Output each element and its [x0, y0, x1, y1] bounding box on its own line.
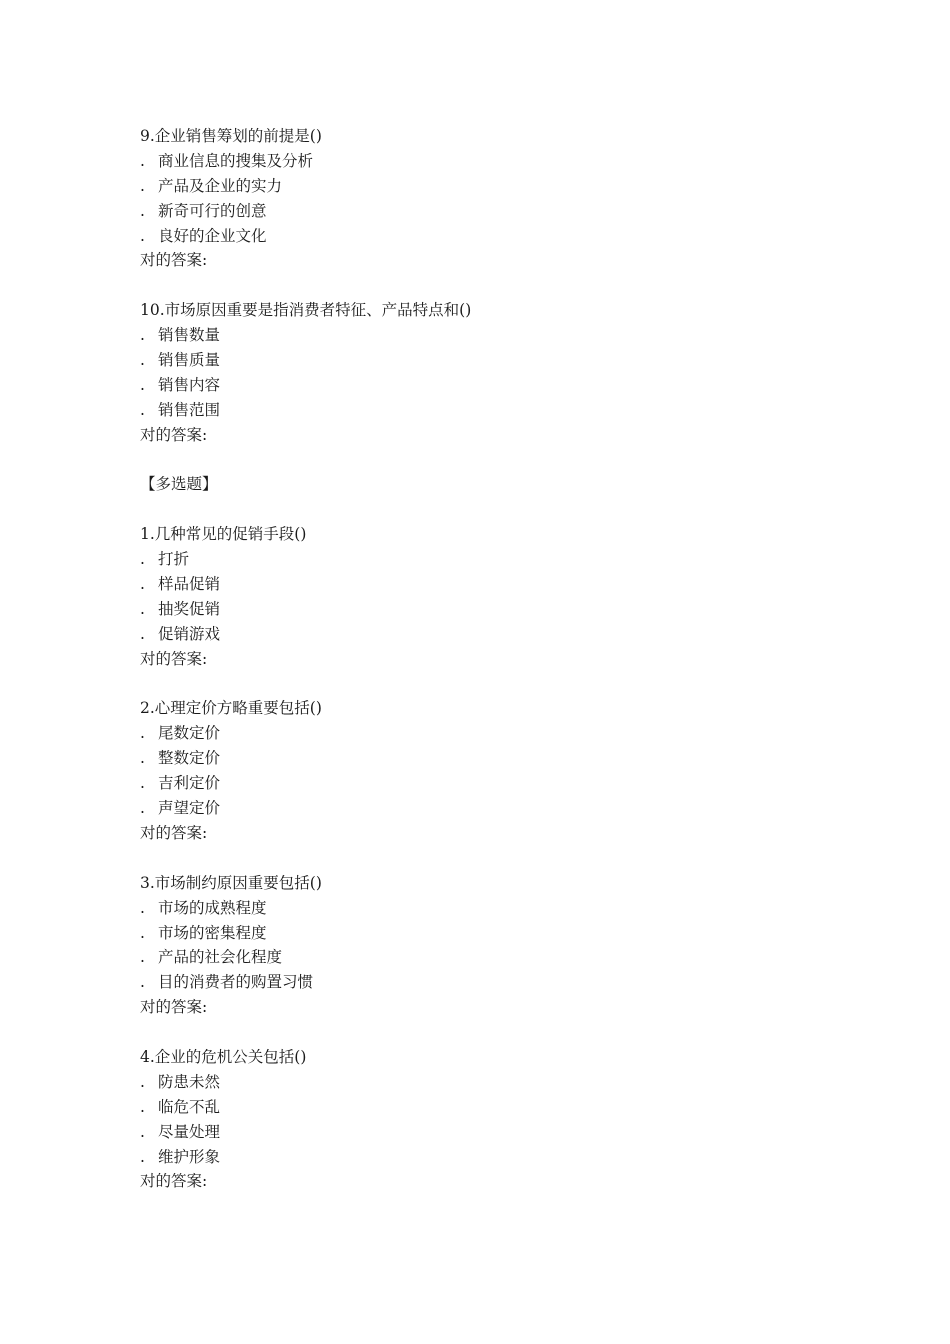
option-text: 维护形象: [158, 1147, 221, 1166]
question-text: 1.几种常见的促销手段(): [140, 525, 307, 544]
option-marker: .: [140, 226, 145, 245]
question-block: [140, 124, 840, 273]
option-marker: .: [140, 1072, 145, 1091]
option-marker: .: [140, 774, 145, 793]
option-item: [140, 199, 840, 224]
option-item: [140, 323, 840, 348]
option-text: 吉利定价: [158, 774, 221, 793]
option-text: 尽量处理: [158, 1122, 221, 1141]
option-marker: .: [140, 1097, 145, 1116]
option-text: 临危不乱: [158, 1097, 221, 1116]
option-text: 产品及企业的实力: [158, 176, 283, 195]
question-text: 10.市场原因重要是指消费者特征、产品特点和(): [140, 301, 472, 320]
option-text: 新奇可行的创意: [158, 201, 267, 220]
section-heading: 【多选题】: [140, 475, 218, 494]
option-item: [140, 597, 840, 622]
option-item: [140, 1120, 840, 1145]
option-item: [140, 746, 840, 771]
option-item: [140, 622, 840, 647]
option-marker: .: [140, 624, 145, 643]
option-marker: .: [140, 973, 145, 992]
option-marker: .: [140, 799, 145, 818]
option-text: 目的消费者的购置习惯: [158, 973, 314, 992]
answer-label: 对的答案:: [140, 425, 208, 444]
option-marker: .: [140, 151, 145, 170]
option-marker: .: [140, 375, 145, 394]
option-marker: .: [140, 176, 145, 195]
option-marker: .: [140, 326, 145, 345]
option-text: 声望定价: [158, 799, 221, 818]
option-text: 尾数定价: [158, 724, 221, 743]
question-text: 3.市场制约原因重要包括(): [140, 873, 322, 892]
document-page: [140, 124, 840, 1194]
question-block: [140, 522, 840, 671]
answer-label: 对的答案:: [140, 251, 208, 270]
answer-label: 对的答案:: [140, 823, 208, 842]
option-marker: .: [140, 400, 145, 419]
option-text: 销售范围: [158, 400, 221, 419]
question-text: 2.心理定价方略重要包括(): [140, 699, 322, 718]
option-marker: .: [140, 575, 145, 594]
option-item: [140, 970, 840, 995]
question-block: [140, 871, 840, 1020]
option-text: 销售内容: [158, 375, 221, 394]
option-marker: .: [140, 898, 145, 917]
option-item: [140, 1095, 840, 1120]
option-item: [140, 945, 840, 970]
option-text: 良好的企业文化: [158, 226, 267, 245]
option-marker: .: [140, 749, 145, 768]
option-item: [140, 224, 840, 249]
option-item: [140, 771, 840, 796]
option-item: [140, 547, 840, 572]
option-text: 市场的成熟程度: [158, 898, 267, 917]
option-text: 防患未然: [158, 1072, 221, 1091]
option-marker: .: [140, 923, 145, 942]
option-item: [140, 373, 840, 398]
option-marker: .: [140, 201, 145, 220]
option-text: 销售数量: [158, 326, 221, 345]
option-marker: .: [140, 1147, 145, 1166]
option-item: [140, 721, 840, 746]
option-text: 抽奖促销: [158, 599, 221, 618]
option-marker: .: [140, 550, 145, 569]
option-item: [140, 348, 840, 373]
question-text: 9.企业销售筹划的前提是(): [140, 127, 322, 145]
option-text: 商业信息的搜集及分析: [158, 151, 314, 170]
option-item: [140, 149, 840, 174]
option-marker: .: [140, 948, 145, 967]
question-text: 4.企业的危机公关包括(): [140, 1047, 307, 1066]
option-item: [140, 572, 840, 597]
answer-label: 对的答案:: [140, 649, 208, 668]
option-text: 整数定价: [158, 749, 221, 768]
option-text: 样品促销: [158, 575, 221, 594]
option-text: 市场的密集程度: [158, 923, 267, 942]
question-block: [140, 298, 840, 447]
option-item: [140, 1145, 840, 1170]
option-text: 打折: [158, 550, 190, 569]
option-marker: .: [140, 599, 145, 618]
option-marker: .: [140, 1122, 145, 1141]
question-block: [140, 1045, 840, 1194]
option-text: 销售质量: [158, 351, 221, 370]
option-item: [140, 398, 840, 423]
option-item: [140, 796, 840, 821]
option-marker: .: [140, 724, 145, 743]
option-text: 产品的社会化程度: [158, 948, 283, 967]
question-block: [140, 696, 840, 845]
option-text: 促销游戏: [158, 624, 221, 643]
answer-label: 对的答案:: [140, 998, 208, 1017]
option-item: [140, 174, 840, 199]
option-item: [140, 896, 840, 921]
option-marker: .: [140, 351, 145, 370]
option-item: [140, 921, 840, 946]
option-item: [140, 1070, 840, 1095]
answer-label: 对的答案:: [140, 1172, 208, 1191]
